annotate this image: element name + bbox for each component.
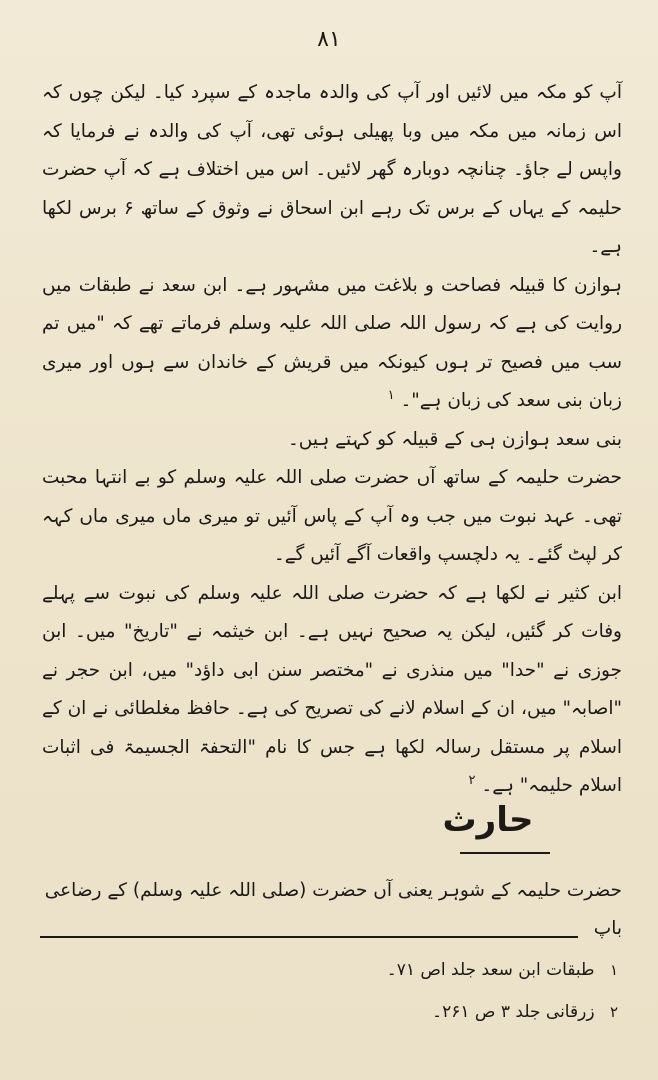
paragraph-2-text: ہوازن کا قبیلہ فصاحت و بلاغت میں مشہور ہے۔ ابن سعد نے طبقات میں روایت کی ہے کہ رسول اللہ صلی اللہ علیہ وسلم فرماتے تھے کہ "میں تم سب میں فصیح تر ہوں کیونکہ میں قریش کے خاندان سے ہوں اور میری زبان بنی سعد کی زبان ہے"۔: [42, 274, 622, 411]
section-heading: حارث: [442, 800, 534, 840]
footnote-reference: ۲: [468, 772, 476, 788]
page-number: ۸۱: [317, 27, 341, 52]
footnote-text: طبقات ابن سعد جلد اص ۷۱۔: [386, 960, 595, 980]
heading-underline: [460, 852, 550, 854]
footnote-mark: ۱: [609, 961, 618, 979]
footnote-divider: [40, 936, 578, 938]
paragraph-5-text: ابن کثیر نے لکھا ہے کہ حضرت صلی اللہ علیہ وسلم کی نبوت سے پہلے وفات کر گئیں، لیکن یہ صحیح نہیں ہے۔ ابن خیثمہ نے "تاریخ" میں۔ ابن جوزی نے "حدا" میں منذری نے "مختصر سنن ابی داؤد" میں، ابن حجر نے "اصابہ" میں، ان کے اسلام لانے کی تصریح کی ہے۔ حافظ مغلطائی نے ان کے اسلام پر مستقل رسالہ لکھا ہے جس کا نام "التحفۃ الجسیمۃ فی اثبات اسلام حلیمہ" ہے۔: [42, 582, 622, 796]
paragraph-3: [42, 421, 622, 460]
body-text: [42, 74, 622, 806]
paragraph-2: [42, 267, 622, 421]
paragraph-1-text: آپ کو مکہ میں لائیں اور آپ کی والدہ ماجدہ کے سپرد کیا۔ لیکن چوں کہ اس زمانہ میں مکہ میں وبا پھیلی ہوئی تھی، آپ کی والدہ نے فرمایا کہ واپس لے جاؤ۔ چنانچہ دوبارہ گھر لائیں۔ اس میں اختلاف ہے کہ آپ حضرت حلیمہ کے یہاں کے برس تک رہے ابن اسحاق نے وثوق کے ساتھ ۶ برس لکھا ہے۔: [42, 82, 622, 257]
footnotes: [98, 956, 618, 1040]
paragraph-4: [42, 459, 622, 575]
paragraph-5: [42, 575, 622, 806]
section-intro: حضرت حلیمہ کے شوہر یعنی آں حضرت (صلی اللہ علیہ وسلم) کے رضاعی باپ: [44, 880, 622, 939]
footnote: [98, 998, 618, 1026]
footnote-mark: ۲: [609, 1003, 618, 1021]
paragraph-4-text: حضرت حلیمہ کے ساتھ آں حضرت صلی اللہ علیہ وسلم کو بے انتہا محبت تھی۔ عہد نبوت میں جب وہ آپ کے پاس آئیں تو میری ماں میری ماں کہہ کر لپٹ گئے۔ یہ دلچسپ واقعات آگے آئیں گے۔: [42, 467, 622, 565]
footnote: [98, 956, 618, 984]
footnote-reference: ۱: [387, 387, 395, 403]
paragraph-1: [42, 74, 622, 267]
footnote-text: زرقانی جلد ۳ ص ۲۶۱۔: [432, 1002, 595, 1022]
paragraph-3-text: بنی سعد ہوازن ہی کے قبیلہ کو کہتے ہیں۔: [287, 428, 622, 450]
